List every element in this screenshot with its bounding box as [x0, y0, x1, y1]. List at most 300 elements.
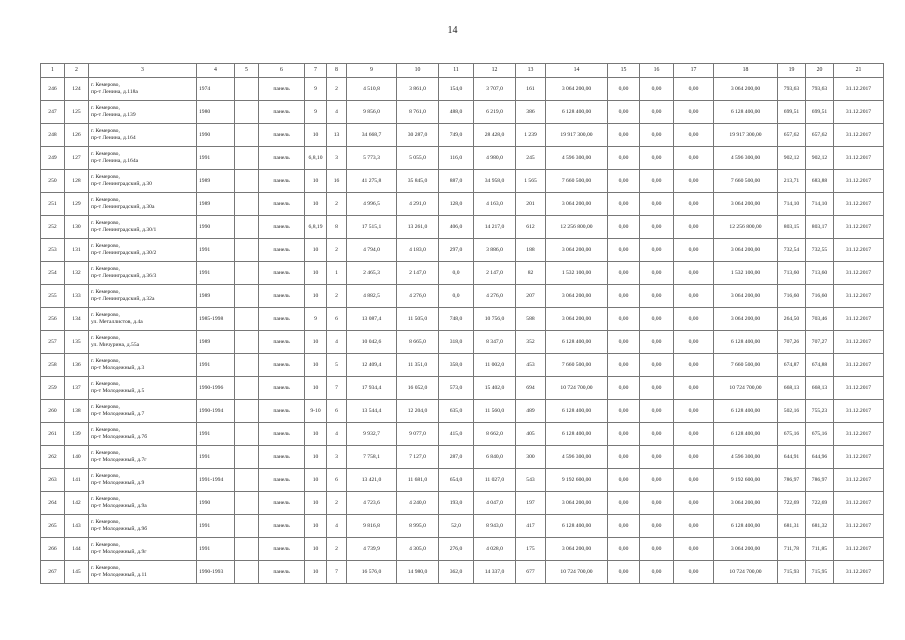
cell-col-12: 14 337,0 — [474, 561, 516, 584]
cell-col-18: 7 660 500,00 — [714, 354, 778, 377]
cell-col-13: 188 — [516, 239, 546, 262]
cell-col-18: 3 064 200,00 — [714, 308, 778, 331]
cell-col-17: 0,00 — [674, 262, 714, 285]
cell-col-21: 31.12.2017 — [834, 561, 884, 584]
cell-col-6: панель — [259, 469, 305, 492]
cell-col-11: 887,0 — [439, 170, 474, 193]
cell-col-1: 251 — [41, 193, 65, 216]
cell-col-9: 17 934,4 — [347, 377, 397, 400]
cell-col-12: 8 662,0 — [474, 423, 516, 446]
cell-col-10: 7 127,0 — [397, 446, 439, 469]
cell-col-14: 4 596 300,00 — [546, 147, 608, 170]
address-city: г. Кемерово, — [91, 128, 120, 134]
address-street: пр-т Ленинградский, д.30/1 — [91, 227, 157, 233]
register-table — [40, 63, 884, 584]
cell-col-1: 263 — [41, 469, 65, 492]
cell-col-11: 749,0 — [439, 124, 474, 147]
cell-col-12: 10 756,0 — [474, 308, 516, 331]
cell-col-9: 4 510,8 — [347, 78, 397, 101]
cell-col-8: 1 — [327, 262, 347, 285]
cell-col-1: 254 — [41, 262, 65, 285]
cell-col-19: 711,78 — [778, 538, 806, 561]
cell-col-17: 0,00 — [674, 147, 714, 170]
cell-col-18: 3 064 200,00 — [714, 78, 778, 101]
cell-col-7: 9 — [305, 308, 327, 331]
cell-col-21: 31.12.2017 — [834, 216, 884, 239]
cell-col-11: 654,0 — [439, 469, 474, 492]
cell-col-6: панель — [259, 262, 305, 285]
address-street: пр-т Молодежный, д.11 — [91, 572, 147, 578]
cell-col-13: 677 — [516, 561, 546, 584]
address-street: пр-т Ленинградский, д.32а — [91, 296, 155, 302]
cell-col-8: 2 — [327, 193, 347, 216]
cell-col-2: 144 — [65, 538, 89, 561]
cell-col-2: 127 — [65, 147, 89, 170]
cell-col-8: 3 — [327, 446, 347, 469]
cell-col-21: 31.12.2017 — [834, 239, 884, 262]
cell-col-5 — [235, 377, 259, 400]
cell-col-1: 253 — [41, 239, 65, 262]
page-number: 14 — [447, 25, 458, 36]
column-header: 12 — [474, 64, 516, 78]
cell-col-19: 264,50 — [778, 308, 806, 331]
cell-col-4: 1989 — [197, 331, 235, 354]
cell-col-9: 9 932,7 — [347, 423, 397, 446]
cell-col-20: 644,96 — [806, 446, 834, 469]
cell-col-5 — [235, 446, 259, 469]
cell-col-4: 1985-1998 — [197, 308, 235, 331]
cell-col-10: 35 845,0 — [397, 170, 439, 193]
address-city: г. Кемерово, — [91, 519, 120, 525]
cell-col-7: 10 — [305, 354, 327, 377]
cell-col-13: 161 — [516, 78, 546, 101]
cell-col-19: 674,87 — [778, 354, 806, 377]
table-row — [41, 285, 884, 308]
cell-col-5 — [235, 538, 259, 561]
cell-col-4: 1991 — [197, 423, 235, 446]
cell-col-1: 264 — [41, 492, 65, 515]
cell-col-17: 0,00 — [674, 423, 714, 446]
cell-col-20: 713,60 — [806, 262, 834, 285]
cell-col-5 — [235, 170, 259, 193]
cell-col-6: панель — [259, 239, 305, 262]
address-city: г. Кемерово, — [91, 82, 120, 88]
cell-col-8: 16 — [327, 170, 347, 193]
table-row — [41, 193, 884, 216]
cell-col-8: 2 — [327, 538, 347, 561]
cell-col-20: 699,51 — [806, 101, 834, 124]
cell-col-15: 0,00 — [608, 170, 640, 193]
cell-col-5 — [235, 469, 259, 492]
cell-col-15: 0,00 — [608, 124, 640, 147]
cell-col-11: 748,0 — [439, 308, 474, 331]
cell-col-14: 3 064 200,00 — [546, 78, 608, 101]
address-cell — [89, 262, 197, 285]
cell-col-15: 0,00 — [608, 78, 640, 101]
address-cell — [89, 124, 197, 147]
cell-col-6: панель — [259, 170, 305, 193]
column-header: 9 — [347, 64, 397, 78]
cell-col-7: 6,8,10 — [305, 147, 327, 170]
address-cell — [89, 331, 197, 354]
cell-col-18: 1 532 100,00 — [714, 262, 778, 285]
cell-col-12: 34 958,0 — [474, 170, 516, 193]
cell-col-11: 318,0 — [439, 331, 474, 354]
cell-col-17: 0,00 — [674, 101, 714, 124]
cell-col-10: 8 995,0 — [397, 515, 439, 538]
cell-col-6: панель — [259, 78, 305, 101]
table-row — [41, 308, 884, 331]
cell-col-2: 132 — [65, 262, 89, 285]
cell-col-1: 261 — [41, 423, 65, 446]
cell-col-8: 7 — [327, 377, 347, 400]
cell-col-20: 786,97 — [806, 469, 834, 492]
cell-col-16: 0,00 — [640, 147, 674, 170]
cell-col-20: 657,62 — [806, 124, 834, 147]
cell-col-15: 0,00 — [608, 193, 640, 216]
address-city: г. Кемерово, — [91, 427, 120, 433]
address-cell — [89, 216, 197, 239]
cell-col-7: 10 — [305, 239, 327, 262]
cell-col-14: 6 128 400,00 — [546, 515, 608, 538]
cell-col-16: 0,00 — [640, 538, 674, 561]
cell-col-10: 14 980,0 — [397, 561, 439, 584]
address-city: г. Кемерово, — [91, 220, 120, 226]
cell-col-6: панель — [259, 308, 305, 331]
cell-col-12: 11 027,0 — [474, 469, 516, 492]
cell-col-20: 711,85 — [806, 538, 834, 561]
cell-col-11: 573,0 — [439, 377, 474, 400]
cell-col-20: 707,27 — [806, 331, 834, 354]
cell-col-10: 4 183,0 — [397, 239, 439, 262]
address-cell — [89, 377, 197, 400]
column-header: 3 — [89, 64, 197, 78]
address-street: пр-т Молодежный, д.9а — [91, 503, 147, 509]
cell-col-7: 10 — [305, 538, 327, 561]
cell-col-16: 0,00 — [640, 262, 674, 285]
cell-col-2: 134 — [65, 308, 89, 331]
cell-col-13: 405 — [516, 423, 546, 446]
cell-col-21: 31.12.2017 — [834, 400, 884, 423]
cell-col-17: 0,00 — [674, 285, 714, 308]
cell-col-4: 1990-1994 — [197, 400, 235, 423]
cell-col-16: 0,00 — [640, 492, 674, 515]
cell-col-2: 130 — [65, 216, 89, 239]
cell-col-16: 0,00 — [640, 423, 674, 446]
cell-col-7: 10 — [305, 423, 327, 446]
cell-col-19: 707,26 — [778, 331, 806, 354]
column-header: 10 — [397, 64, 439, 78]
table-row — [41, 147, 884, 170]
cell-col-17: 0,00 — [674, 239, 714, 262]
cell-col-10: 11 351,0 — [397, 354, 439, 377]
cell-col-2: 136 — [65, 354, 89, 377]
cell-col-7: 10 — [305, 285, 327, 308]
cell-col-16: 0,00 — [640, 308, 674, 331]
address-city: г. Кемерово, — [91, 358, 120, 364]
cell-col-14: 10 724 700,00 — [546, 377, 608, 400]
cell-col-12: 11 002,0 — [474, 354, 516, 377]
cell-col-5 — [235, 423, 259, 446]
cell-col-18: 6 128 400,00 — [714, 331, 778, 354]
cell-col-20: 793,63 — [806, 78, 834, 101]
cell-col-8: 4 — [327, 331, 347, 354]
cell-col-4: 1991 — [197, 147, 235, 170]
address-street: пр-т Ленина, д.118а — [91, 89, 138, 95]
cell-col-19: 713,60 — [778, 262, 806, 285]
cell-col-16: 0,00 — [640, 170, 674, 193]
cell-col-21: 31.12.2017 — [834, 78, 884, 101]
cell-col-7: 10 — [305, 561, 327, 584]
column-header: 21 — [834, 64, 884, 78]
cell-col-9: 7 758,1 — [347, 446, 397, 469]
cell-col-16: 0,00 — [640, 469, 674, 492]
address-cell — [89, 170, 197, 193]
cell-col-13: 543 — [516, 469, 546, 492]
cell-col-14: 7 660 500,00 — [546, 354, 608, 377]
table-row — [41, 446, 884, 469]
cell-col-19: 657,62 — [778, 124, 806, 147]
cell-col-1: 259 — [41, 377, 65, 400]
cell-col-14: 1 532 100,00 — [546, 262, 608, 285]
cell-col-5 — [235, 124, 259, 147]
cell-col-15: 0,00 — [608, 354, 640, 377]
cell-col-10: 8 665,0 — [397, 331, 439, 354]
cell-col-11: 635,0 — [439, 400, 474, 423]
cell-col-18: 3 064 200,00 — [714, 538, 778, 561]
cell-col-5 — [235, 147, 259, 170]
address-street: пр-т Молодежный, д.9г — [91, 549, 147, 555]
cell-col-6: панель — [259, 538, 305, 561]
cell-col-18: 12 256 800,00 — [714, 216, 778, 239]
cell-col-2: 138 — [65, 400, 89, 423]
cell-col-9: 4 794,0 — [347, 239, 397, 262]
cell-col-4: 1991 — [197, 354, 235, 377]
cell-col-12: 6 219,0 — [474, 101, 516, 124]
cell-col-1: 265 — [41, 515, 65, 538]
cell-col-15: 0,00 — [608, 285, 640, 308]
cell-col-13: 489 — [516, 400, 546, 423]
cell-col-12: 4 047,0 — [474, 492, 516, 515]
cell-col-20: 732,55 — [806, 239, 834, 262]
header-row — [41, 64, 884, 78]
cell-col-1: 255 — [41, 285, 65, 308]
cell-col-5 — [235, 285, 259, 308]
cell-col-13: 352 — [516, 331, 546, 354]
cell-col-10: 4 276,0 — [397, 285, 439, 308]
cell-col-9: 34 668,7 — [347, 124, 397, 147]
cell-col-9: 2 465,3 — [347, 262, 397, 285]
cell-col-17: 0,00 — [674, 124, 714, 147]
cell-col-17: 0,00 — [674, 308, 714, 331]
cell-col-5 — [235, 239, 259, 262]
address-cell — [89, 538, 197, 561]
cell-col-2: 124 — [65, 78, 89, 101]
cell-col-2: 126 — [65, 124, 89, 147]
cell-col-21: 31.12.2017 — [834, 147, 884, 170]
cell-col-11: 128,0 — [439, 193, 474, 216]
cell-col-6: панель — [259, 216, 305, 239]
cell-col-17: 0,00 — [674, 377, 714, 400]
cell-col-6: панель — [259, 561, 305, 584]
cell-col-21: 31.12.2017 — [834, 469, 884, 492]
cell-col-2: 145 — [65, 561, 89, 584]
cell-col-2: 131 — [65, 239, 89, 262]
cell-col-9: 4 882,5 — [347, 285, 397, 308]
cell-col-14: 3 064 200,00 — [546, 308, 608, 331]
cell-col-7: 10 — [305, 377, 327, 400]
column-header: 8 — [327, 64, 347, 78]
cell-col-12: 15 402,0 — [474, 377, 516, 400]
cell-col-20: 714,10 — [806, 193, 834, 216]
cell-col-5 — [235, 78, 259, 101]
cell-col-5 — [235, 216, 259, 239]
cell-col-15: 0,00 — [608, 239, 640, 262]
cell-col-11: 287,0 — [439, 446, 474, 469]
cell-col-14: 9 192 600,00 — [546, 469, 608, 492]
cell-col-16: 0,00 — [640, 124, 674, 147]
cell-col-1: 249 — [41, 147, 65, 170]
table-row — [41, 515, 884, 538]
cell-col-16: 0,00 — [640, 239, 674, 262]
cell-col-13: 1 239 — [516, 124, 546, 147]
cell-col-19: 716,60 — [778, 285, 806, 308]
cell-col-5 — [235, 492, 259, 515]
cell-col-15: 0,00 — [608, 216, 640, 239]
address-city: г. Кемерово, — [91, 197, 120, 203]
cell-col-4: 1974 — [197, 78, 235, 101]
cell-col-14: 3 064 200,00 — [546, 538, 608, 561]
cell-col-6: панель — [259, 285, 305, 308]
cell-col-4: 1990-1996 — [197, 377, 235, 400]
table-row — [41, 400, 884, 423]
cell-col-4: 1991-1994 — [197, 469, 235, 492]
address-cell — [89, 193, 197, 216]
column-header: 18 — [714, 64, 778, 78]
address-street: пр-т Ленина, д.139 — [91, 112, 136, 118]
cell-col-21: 31.12.2017 — [834, 101, 884, 124]
cell-col-10: 5 055,0 — [397, 147, 439, 170]
cell-col-2: 125 — [65, 101, 89, 124]
cell-col-9: 12 409,4 — [347, 354, 397, 377]
cell-col-7: 10 — [305, 515, 327, 538]
cell-col-8: 5 — [327, 354, 347, 377]
address-cell — [89, 308, 197, 331]
cell-col-13: 197 — [516, 492, 546, 515]
cell-col-11: 488,0 — [439, 101, 474, 124]
cell-col-20: 716,60 — [806, 285, 834, 308]
cell-col-9: 9 816,8 — [347, 515, 397, 538]
address-street: пр-т Молодежный, д.9б — [91, 526, 148, 532]
cell-col-21: 31.12.2017 — [834, 515, 884, 538]
cell-col-19: 793,63 — [778, 78, 806, 101]
cell-col-13: 386 — [516, 101, 546, 124]
cell-col-11: 52,0 — [439, 515, 474, 538]
cell-col-16: 0,00 — [640, 331, 674, 354]
cell-col-7: 9-10 — [305, 400, 327, 423]
column-header: 11 — [439, 64, 474, 78]
cell-col-18: 10 724 700,00 — [714, 377, 778, 400]
cell-col-18: 9 192 600,00 — [714, 469, 778, 492]
address-cell — [89, 101, 197, 124]
cell-col-14: 10 724 700,00 — [546, 561, 608, 584]
cell-col-6: панель — [259, 446, 305, 469]
address-city: г. Кемерово, — [91, 542, 120, 548]
cell-col-10: 4 305,0 — [397, 538, 439, 561]
cell-col-10: 13 261,0 — [397, 216, 439, 239]
cell-col-1: 256 — [41, 308, 65, 331]
cell-col-12: 4 276,0 — [474, 285, 516, 308]
cell-col-19: 902,12 — [778, 147, 806, 170]
cell-col-15: 0,00 — [608, 262, 640, 285]
address-city: г. Кемерово, — [91, 266, 120, 272]
cell-col-5 — [235, 193, 259, 216]
cell-col-4: 1989 — [197, 170, 235, 193]
cell-col-21: 31.12.2017 — [834, 446, 884, 469]
address-street: пр-т Молодежный, д.7г — [91, 457, 147, 463]
cell-col-8: 4 — [327, 515, 347, 538]
cell-col-10: 8 761,0 — [397, 101, 439, 124]
cell-col-19: 213,71 — [778, 170, 806, 193]
address-street: пр-т Молодежный, д.7б — [91, 434, 148, 440]
column-header: 14 — [546, 64, 608, 78]
cell-col-21: 31.12.2017 — [834, 423, 884, 446]
cell-col-11: 0,0 — [439, 285, 474, 308]
cell-col-2: 142 — [65, 492, 89, 515]
cell-col-19: 786,97 — [778, 469, 806, 492]
cell-col-18: 3 064 200,00 — [714, 193, 778, 216]
address-street: пр-т Ленинградский, д.30/2 — [91, 250, 157, 256]
cell-col-1: 267 — [41, 561, 65, 584]
cell-col-13: 588 — [516, 308, 546, 331]
cell-col-18: 3 064 200,00 — [714, 285, 778, 308]
cell-col-1: 252 — [41, 216, 65, 239]
cell-col-11: 415,0 — [439, 423, 474, 446]
cell-col-6: панель — [259, 124, 305, 147]
cell-col-10: 12 204,0 — [397, 400, 439, 423]
cell-col-15: 0,00 — [608, 492, 640, 515]
cell-col-18: 19 917 300,00 — [714, 124, 778, 147]
cell-col-15: 0,00 — [608, 538, 640, 561]
cell-col-5 — [235, 262, 259, 285]
cell-col-20: 681,32 — [806, 515, 834, 538]
cell-col-2: 135 — [65, 331, 89, 354]
cell-col-7: 9 — [305, 101, 327, 124]
cell-col-8: 6 — [327, 308, 347, 331]
cell-col-20: 715,95 — [806, 561, 834, 584]
cell-col-4: 1989 — [197, 285, 235, 308]
cell-col-21: 31.12.2017 — [834, 170, 884, 193]
cell-col-1: 247 — [41, 101, 65, 124]
cell-col-1: 246 — [41, 78, 65, 101]
cell-col-2: 128 — [65, 170, 89, 193]
address-cell — [89, 354, 197, 377]
cell-col-8: 8 — [327, 216, 347, 239]
cell-col-21: 31.12.2017 — [834, 377, 884, 400]
address-cell — [89, 400, 197, 423]
cell-col-15: 0,00 — [608, 101, 640, 124]
cell-col-1: 257 — [41, 331, 65, 354]
cell-col-15: 0,00 — [608, 308, 640, 331]
table-body — [41, 64, 884, 584]
cell-col-9: 4 739,9 — [347, 538, 397, 561]
cell-col-10: 11 505,0 — [397, 308, 439, 331]
cell-col-5 — [235, 561, 259, 584]
address-city: г. Кемерово, — [91, 312, 120, 318]
cell-col-16: 0,00 — [640, 561, 674, 584]
cell-col-14: 12 256 800,00 — [546, 216, 608, 239]
cell-col-17: 0,00 — [674, 78, 714, 101]
